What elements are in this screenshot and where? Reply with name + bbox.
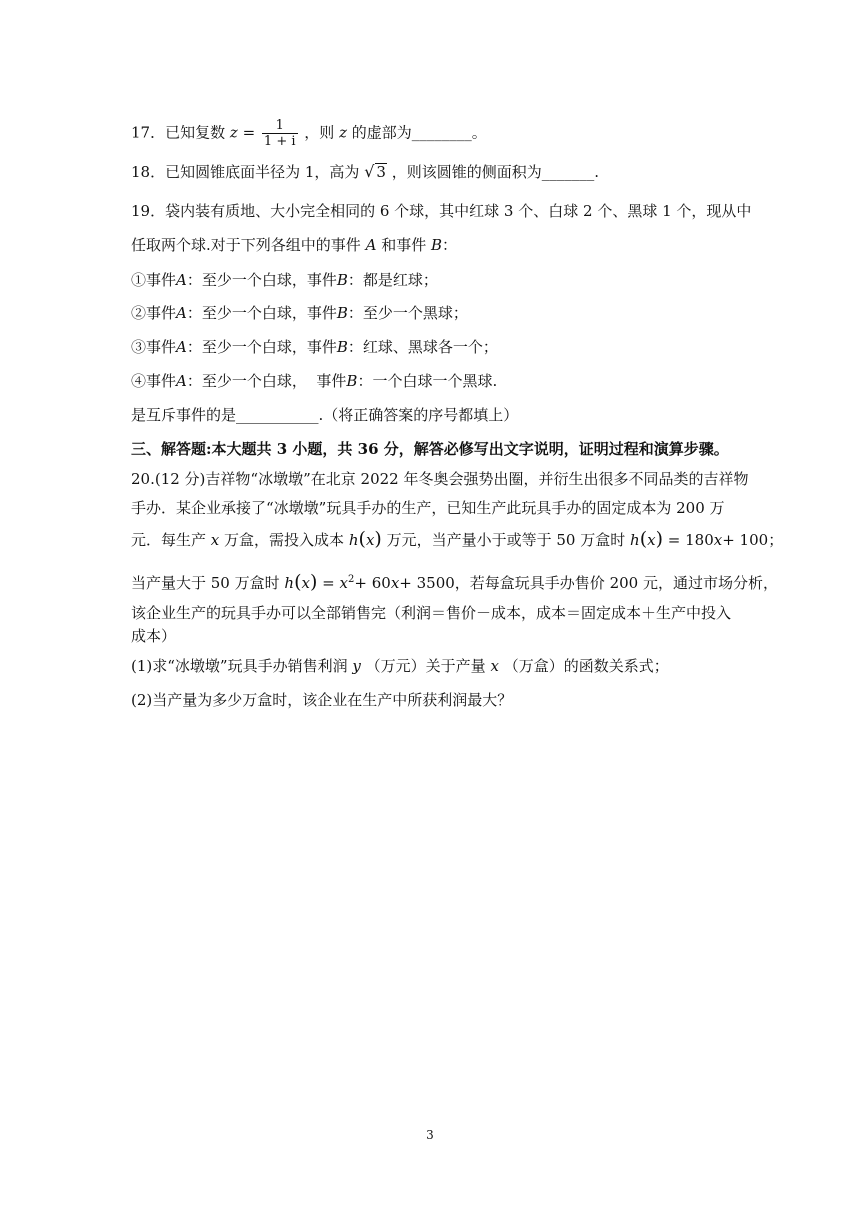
var-x: x (301, 574, 310, 592)
event-a: A (176, 304, 187, 322)
option-a-text: ：至少一个白球，事件 (186, 304, 337, 322)
q20-line4-b: ，若每盒玩具手办售价 200 元，通过市场分析， (454, 574, 778, 592)
eq-part: = 180 (667, 531, 714, 549)
var-x: x (210, 531, 220, 549)
option-a-text: ：至少一个白球， 事件 (186, 372, 347, 390)
option-a-text: ：至少一个白球，事件 (186, 271, 337, 289)
paren-open: ( (294, 571, 302, 593)
q18-sqrt-value: 3 (376, 163, 386, 181)
q20-line6: 成本） (131, 627, 177, 645)
line-end: ； (768, 531, 784, 549)
q17-suffix: 的虚部为________。 (351, 123, 487, 142)
paren-close: ) (309, 571, 318, 593)
paren-close: ) (374, 528, 382, 550)
q17-prefix: 17．已知复数 (131, 123, 226, 142)
event-b: B (346, 372, 358, 390)
q20-line3-a: 元．每生产 (131, 531, 207, 549)
option-b-text: ：至少一个黑球； (347, 304, 468, 322)
q20-line5: 该企业生产的玩具手办可以全部销售完（利润＝售价－成本，成本＝固定成本＋生产中投入 (131, 604, 732, 622)
option-b-text: ：一个白球一个黑球. (357, 372, 498, 390)
exponent-2: 2 (348, 574, 355, 585)
q20-part1 (131, 656, 669, 676)
question-17 (131, 118, 487, 149)
func-h: h (348, 531, 359, 549)
option-prefix: ①事件 (131, 271, 177, 289)
q20-line3-b: 万盒，需投入成本 (224, 531, 345, 549)
var-x: x (390, 574, 400, 592)
question-19-line1: 19．袋内装有质地、大小完全相同的 6 个球，其中红球 3 个、白球 2 个、黑球 1 个，现从中 (131, 202, 752, 220)
q18-suffix: ，则该圆锥的侧面积为_______. (391, 163, 599, 181)
var-x: x (647, 531, 656, 549)
var-x: x (365, 531, 375, 549)
q19-line2-suf: ： (442, 236, 458, 254)
var-x: x (339, 574, 348, 592)
q19-line2-mid: 和事件 (381, 236, 427, 254)
q20-part2: (2)当产量为多少万盒时，该企业在生产中所获利润最大？ (131, 691, 513, 709)
func-h: h (630, 531, 640, 549)
paren-open: ( (358, 528, 366, 550)
question-18 (131, 162, 599, 182)
event-b: B (336, 338, 348, 356)
option-prefix: ④事件 (131, 372, 177, 390)
part1-b: （万元）关于产量 (365, 657, 486, 675)
q17-mid: ，则 (304, 123, 335, 142)
q19-event-b: B (430, 236, 443, 254)
event-a: A (176, 372, 187, 390)
q20-line3-c: 万元，当产量小于或等于 50 万盒时 (386, 531, 626, 549)
q20-line3 (131, 529, 783, 550)
q17-var-z2: z (339, 123, 347, 142)
q17-var-z: z (229, 123, 238, 142)
part1-a: (1)求“冰墩墩”玩具手办销售利润 (131, 657, 348, 675)
equals-sign: = (322, 574, 335, 592)
option-prefix: ②事件 (131, 304, 177, 322)
q20-line2: 手办．某企业承接了“冰墩墩”玩具手办的生产，已知生产此玩具手办的固定成本为 200 万 (131, 499, 725, 517)
q19-option-4 (131, 371, 497, 391)
eq-part-2: + 100 (722, 531, 769, 549)
q20-line4-a: 当产量大于 50 万盒时 (131, 574, 280, 592)
q19-option-3 (131, 337, 498, 357)
event-b: B (336, 271, 348, 289)
q19-event-a: A (365, 236, 377, 254)
q19-line2-pre: 任取两个球.对于下列各组中的事件 (131, 236, 361, 254)
var-x: x (713, 531, 723, 549)
func-h: h (284, 574, 295, 592)
event-b: B (336, 304, 348, 322)
paren-open: ( (639, 528, 648, 550)
q19-conclusion: 是互斥事件的是___________.（将正确答案的序号都填上） (131, 406, 519, 424)
eq-part: + 60 (354, 574, 391, 592)
q20-line1: 20.(12 分)吉祥物“冰墩墩”在北京 2022 年冬奥会强势出圈，并衍生出很多不同品类的吉祥物 (131, 470, 749, 488)
var-x: x (490, 657, 499, 675)
eq-part-2: + 3500 (399, 574, 455, 592)
option-b-text: ：红球、黑球各一个； (347, 338, 498, 356)
var-y: y (352, 657, 361, 675)
question-19-line2 (131, 235, 457, 255)
equals-sign: = (242, 123, 256, 142)
paren-close: ) (655, 528, 663, 550)
q17-fraction (262, 118, 298, 149)
q18-prefix: 18．已知圆锥底面半径为 1，高为 (131, 163, 360, 181)
part1-c: （万盒）的函数关系式； (503, 657, 669, 675)
q19-option-1 (131, 270, 438, 290)
option-prefix: ③事件 (131, 338, 177, 356)
q17-fraction-denominator: 1 + i (263, 134, 296, 149)
q20-line4 (131, 570, 778, 593)
event-a: A (176, 338, 187, 356)
q17-fraction-numerator: 1 (262, 118, 298, 134)
section-3-heading: 三、解答题:本大题共 3 小题，共 36 分，解答必修写出文字说明，证明过程和演算步骤。 (131, 440, 729, 458)
page-number: 3 (426, 1128, 434, 1142)
sqrt-icon: √ (364, 162, 375, 181)
option-a-text: ：至少一个白球，事件 (186, 338, 337, 356)
option-b-text: ：都是红球； (347, 271, 438, 289)
q19-option-2 (131, 303, 468, 323)
event-a: A (176, 271, 187, 289)
